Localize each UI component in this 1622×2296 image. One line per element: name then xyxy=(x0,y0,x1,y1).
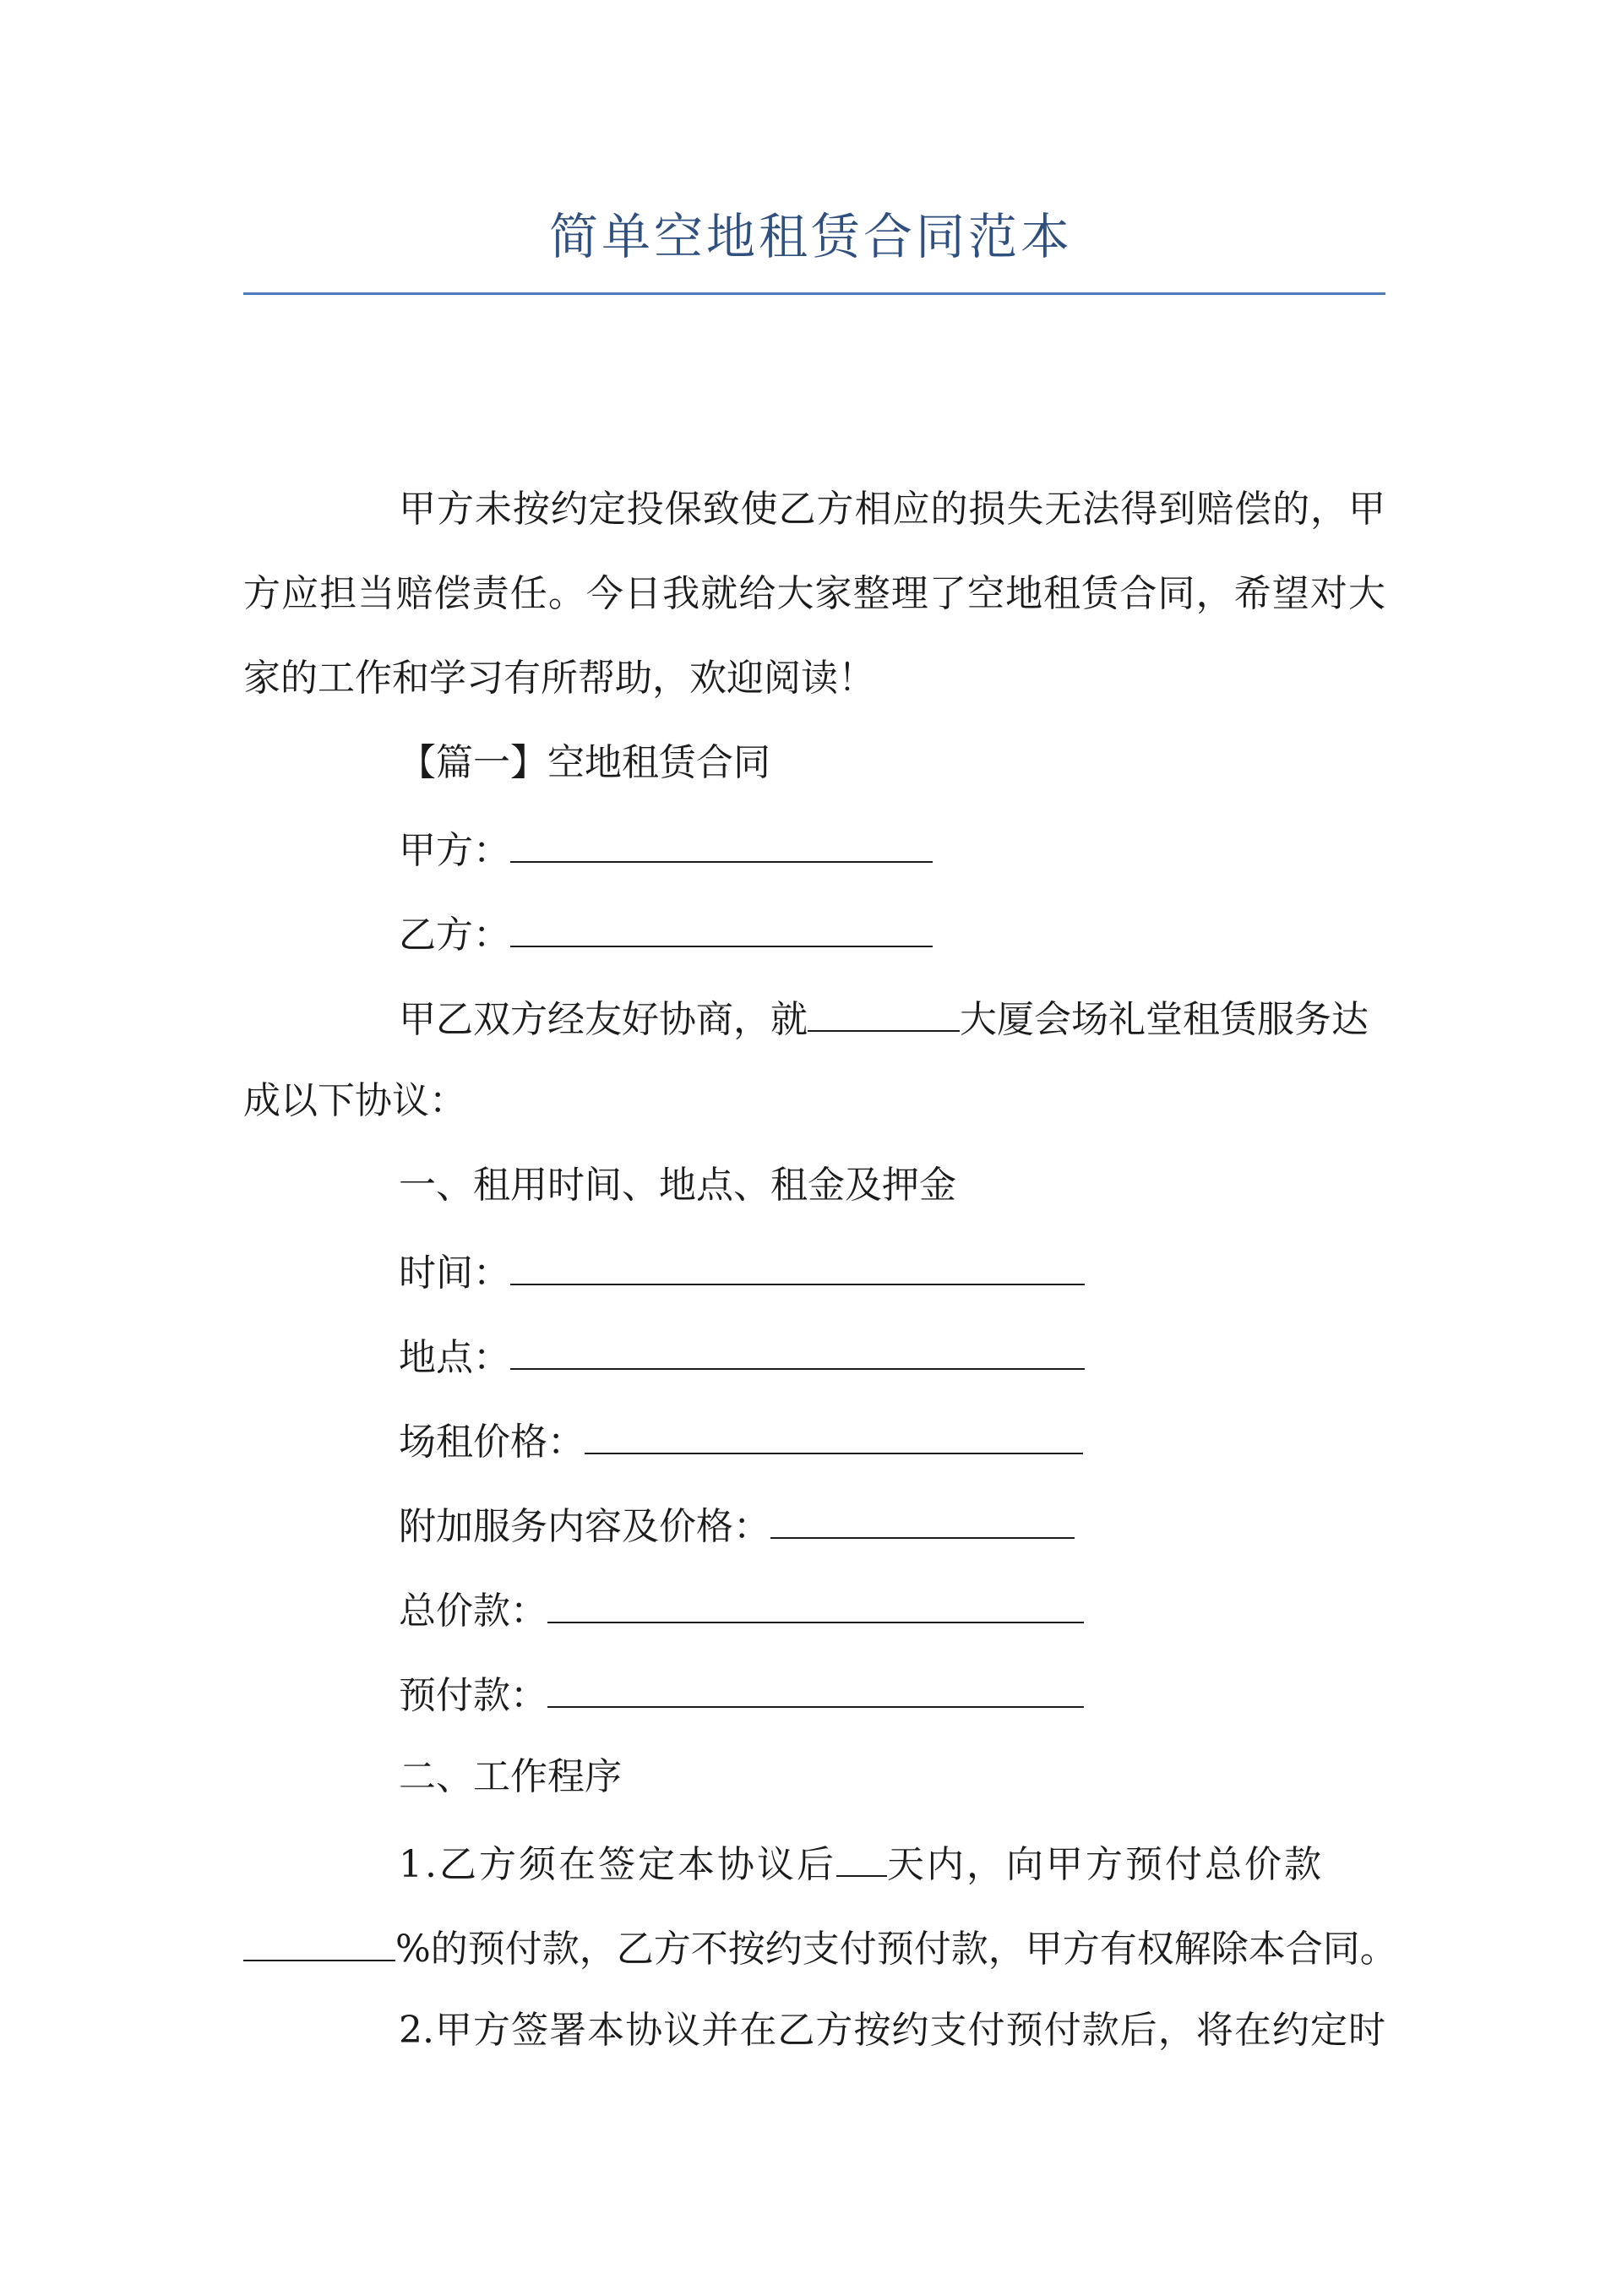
extra-service-label: 附加服务内容及价格： xyxy=(399,1505,770,1548)
agreement-prefix: 甲乙双方经友好协商，就 xyxy=(399,998,808,1041)
party-a-blank xyxy=(510,822,933,863)
party-b-label: 乙方： xyxy=(399,913,510,957)
title-underline xyxy=(243,292,1385,295)
item2-line-1: 2.甲方签署本协议并在乙方按约支付预付款后，将在约定时 xyxy=(399,2009,1385,2052)
intro-line-1: 甲方未按约定投保致使乙方相应的损失无法得到赔偿的，甲 xyxy=(399,488,1385,531)
intro-line-3: 家的工作和学习有所帮助，欢迎阅读！ xyxy=(243,657,875,700)
item1-line-1 xyxy=(399,1836,1324,1890)
building-blank xyxy=(808,991,960,1032)
extra-service-blank xyxy=(770,1498,1075,1539)
party-b-blank xyxy=(510,907,933,947)
item1-line-2 xyxy=(243,1921,1397,1975)
clause2-heading: 二、工作程序 xyxy=(399,1755,622,1798)
days-blank xyxy=(836,1836,887,1877)
prepay-row xyxy=(399,1667,1084,1721)
party-a-label: 甲方： xyxy=(399,829,510,872)
time-row xyxy=(399,1245,1085,1299)
section-heading: 【篇一】空地租赁合同 xyxy=(399,741,770,784)
intro-line-2: 方应担当赔偿责任。今日我就给大家整理了空地租赁合同，希望对大 xyxy=(243,572,1385,615)
place-blank xyxy=(510,1329,1085,1370)
total-label: 总价款： xyxy=(399,1590,547,1633)
document-title: 简单空地租赁合同范本 xyxy=(548,208,1073,265)
party-b-row xyxy=(399,907,933,961)
item1-suffix: 天内，向甲方预付总价款 xyxy=(886,1843,1324,1886)
prepay-blank xyxy=(547,1667,1084,1708)
prepay-label: 预付款： xyxy=(399,1674,547,1717)
item1-line2-text: %的预付款，乙方不按约支付预付款，甲方有权解除本合同。 xyxy=(395,1928,1397,1971)
agreement-line-1 xyxy=(399,991,1369,1045)
rent-row xyxy=(399,1414,1083,1468)
rent-blank xyxy=(585,1414,1083,1454)
total-row xyxy=(399,1583,1084,1637)
time-blank xyxy=(510,1245,1085,1285)
agreement-line-2: 成以下协议： xyxy=(243,1079,466,1122)
total-blank xyxy=(547,1583,1084,1623)
rent-label: 场租价格： xyxy=(399,1421,585,1464)
agreement-suffix: 大厦会场礼堂租赁服务达 xyxy=(960,998,1369,1041)
time-label: 时间： xyxy=(399,1252,510,1295)
place-row xyxy=(399,1329,1085,1383)
clause1-heading: 一、租用时间、地点、租金及押金 xyxy=(399,1164,956,1207)
extra-service-row xyxy=(399,1498,1075,1552)
place-label: 地点： xyxy=(399,1336,510,1379)
item1-prefix: 1.乙方须在签定本协议后 xyxy=(399,1843,836,1886)
percent-blank xyxy=(243,1921,395,1961)
party-a-row xyxy=(399,822,933,876)
